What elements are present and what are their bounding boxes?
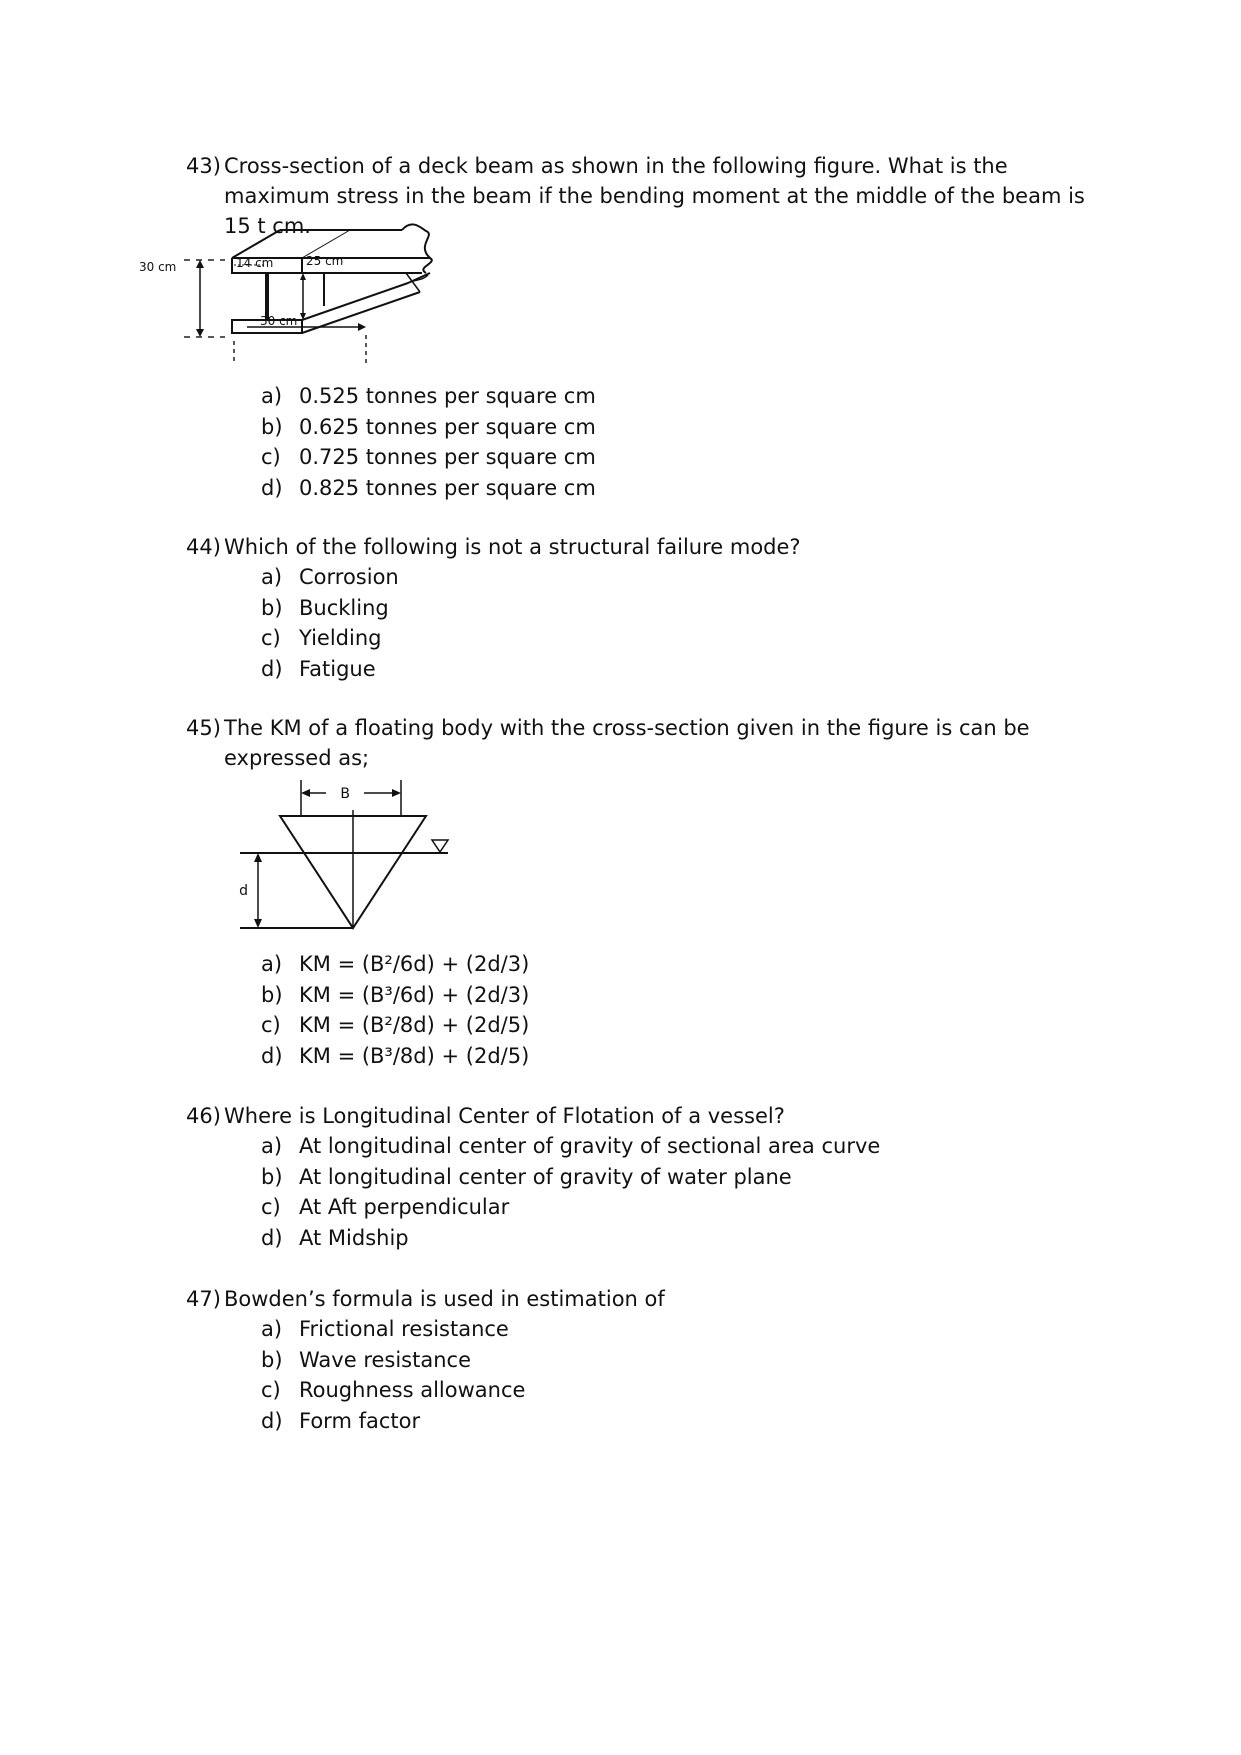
figure-label-flange: 14 cm — [236, 256, 274, 270]
figure-label-draft: d — [239, 883, 248, 899]
options-list — [186, 1314, 1104, 1436]
question-text: Cross-section of a deck beam as shown in the following figure. What is the maximum stress in the beam if the bending moment at the middle of the beam is 15 t cm. — [224, 154, 1085, 238]
option-b[interactable]: b) At longitudinal center of gravity of water plane — [261, 1164, 792, 1189]
question-number: 44) — [186, 535, 221, 559]
question-stem — [186, 1101, 1104, 1131]
question-46 — [186, 1101, 1104, 1253]
options-list — [186, 562, 1104, 684]
deck-beam-figure — [139, 215, 470, 375]
question-number: 43) — [186, 154, 221, 178]
option-b[interactable]: b) 0.625 tonnes per square cm — [261, 414, 596, 439]
option-d[interactable]: d) 0.825 tonnes per square cm — [261, 475, 596, 500]
option-c[interactable]: c) Roughness allowance — [261, 1378, 526, 1402]
options-list — [186, 949, 529, 1071]
figure-label-breadth: B — [340, 786, 350, 802]
question-text: Which of the following is not a structural failure mode? — [224, 535, 801, 559]
figure-label-web: 25 cm — [306, 254, 344, 268]
floating-body-figure — [236, 780, 466, 940]
option-d[interactable]: d) KM = (B³/8d) + (2d/5) — [261, 1043, 530, 1068]
option-c[interactable]: c) KM = (B²/8d) + (2d/5) — [261, 1013, 530, 1037]
question-stem — [186, 1284, 1104, 1314]
question-45 — [186, 713, 1104, 773]
option-c[interactable]: c) Yielding — [261, 626, 382, 650]
question-stem — [186, 532, 1104, 562]
question-number: 45) — [186, 716, 221, 740]
option-a[interactable]: a) At longitudinal center of gravity of sectional area curve — [261, 1134, 881, 1158]
option-b[interactable]: b) Wave resistance — [261, 1347, 471, 1372]
option-a[interactable]: a) KM = (B²/6d) + (2d/3) — [261, 952, 530, 976]
question-stem — [186, 713, 1104, 773]
figure-label-width: 30 cm — [260, 314, 298, 328]
option-d[interactable]: d) Form factor — [261, 1408, 421, 1433]
question-number: 47) — [186, 1287, 221, 1311]
question-text: Where is Longitudinal Center of Flotation of a vessel? — [224, 1104, 785, 1128]
question-number: 46) — [186, 1104, 221, 1128]
option-a[interactable]: a) Corrosion — [261, 565, 399, 589]
question-text: Bowden’s formula is used in estimation of — [224, 1287, 665, 1311]
question-43-options — [186, 381, 596, 503]
options-list — [186, 1131, 1104, 1253]
question-45-options — [186, 949, 529, 1071]
option-c[interactable]: c) 0.725 tonnes per square cm — [261, 445, 596, 469]
option-d[interactable]: d) Fatigue — [261, 656, 376, 681]
options-list — [186, 381, 596, 503]
option-c[interactable]: c) At Aft perpendicular — [261, 1195, 510, 1219]
option-d[interactable]: d) At Midship — [261, 1225, 409, 1250]
question-47 — [186, 1284, 1104, 1436]
option-a[interactable]: a) 0.525 tonnes per square cm — [261, 384, 596, 408]
option-a[interactable]: a) Frictional resistance — [261, 1317, 509, 1341]
question-text: The KM of a floating body with the cross-section given in the figure is can be expressed as; — [224, 716, 1030, 770]
figure-label-height: 30 cm — [139, 260, 177, 274]
option-b[interactable]: b) KM = (B³/6d) + (2d/3) — [261, 982, 530, 1007]
question-44 — [186, 532, 1104, 684]
option-b[interactable]: b) Buckling — [261, 595, 389, 620]
